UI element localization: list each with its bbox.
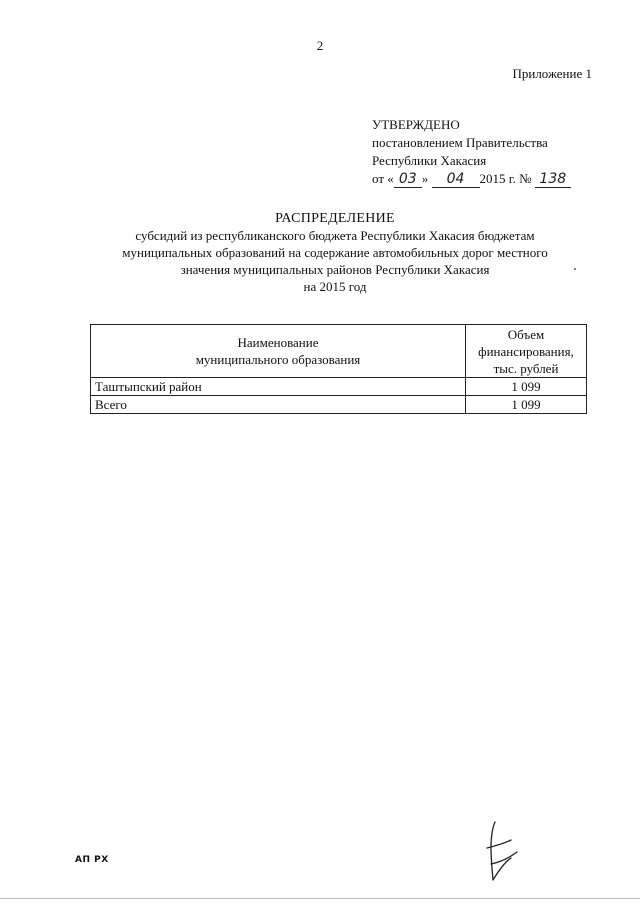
- header-name: [91, 325, 466, 378]
- header-volume-line2: финансирования,: [478, 343, 574, 359]
- row-name: Таштыпский район: [91, 378, 466, 396]
- scan-speck: [574, 268, 576, 270]
- title-line-3: значения муниципальных районов Республики Хакасия: [180, 262, 490, 277]
- header-volume-line3: тыс. рублей: [493, 360, 559, 376]
- date-day: 03: [394, 172, 422, 188]
- page-bottom-edge: [0, 898, 640, 899]
- title-heading: РАСПРЕДЕЛЕНИЕ: [275, 211, 395, 226]
- header-volume-line1: Объем: [507, 326, 545, 342]
- table-header-row: [91, 325, 587, 378]
- approval-date-line: [372, 170, 571, 188]
- title-line-2: муниципальных образований на содержание автомобильных дорог местного: [122, 245, 548, 260]
- decree-number: 138: [535, 172, 571, 188]
- date-month: 04: [432, 172, 480, 188]
- row-value: 1 099: [466, 396, 587, 414]
- date-day-close: »: [421, 171, 429, 186]
- row-name: Всего: [91, 396, 466, 414]
- title-line-1: субсидий из республиканского бюджета Республики Хакасия бюджетам: [135, 228, 535, 243]
- date-prefix: от «: [372, 171, 394, 186]
- header-name-line2: муниципального образования: [195, 352, 361, 367]
- appendix-label: Приложение 1: [512, 66, 592, 81]
- distribution-table: [90, 324, 587, 414]
- row-value: 1 099: [466, 378, 587, 396]
- signature-mark: [475, 818, 525, 893]
- document-title: [90, 210, 580, 295]
- approved-by-line1: постановлением Правительства: [372, 135, 548, 150]
- page-number: 2: [316, 38, 324, 53]
- number-sign: №: [519, 171, 532, 186]
- table-row-total: [91, 396, 587, 414]
- approval-stamp: [372, 116, 571, 188]
- header-volume: [466, 325, 587, 378]
- header-name-line1: Наименование: [237, 335, 319, 350]
- table-row: [91, 378, 587, 396]
- approved-by-line2: Республики Хакасия: [372, 153, 487, 168]
- footer-code: АП РХ: [75, 855, 109, 865]
- title-line-4: на 2015 год: [303, 279, 367, 294]
- date-year: 2015 г.: [479, 171, 516, 186]
- approved-label: УТВЕРЖДЕНО: [372, 117, 460, 132]
